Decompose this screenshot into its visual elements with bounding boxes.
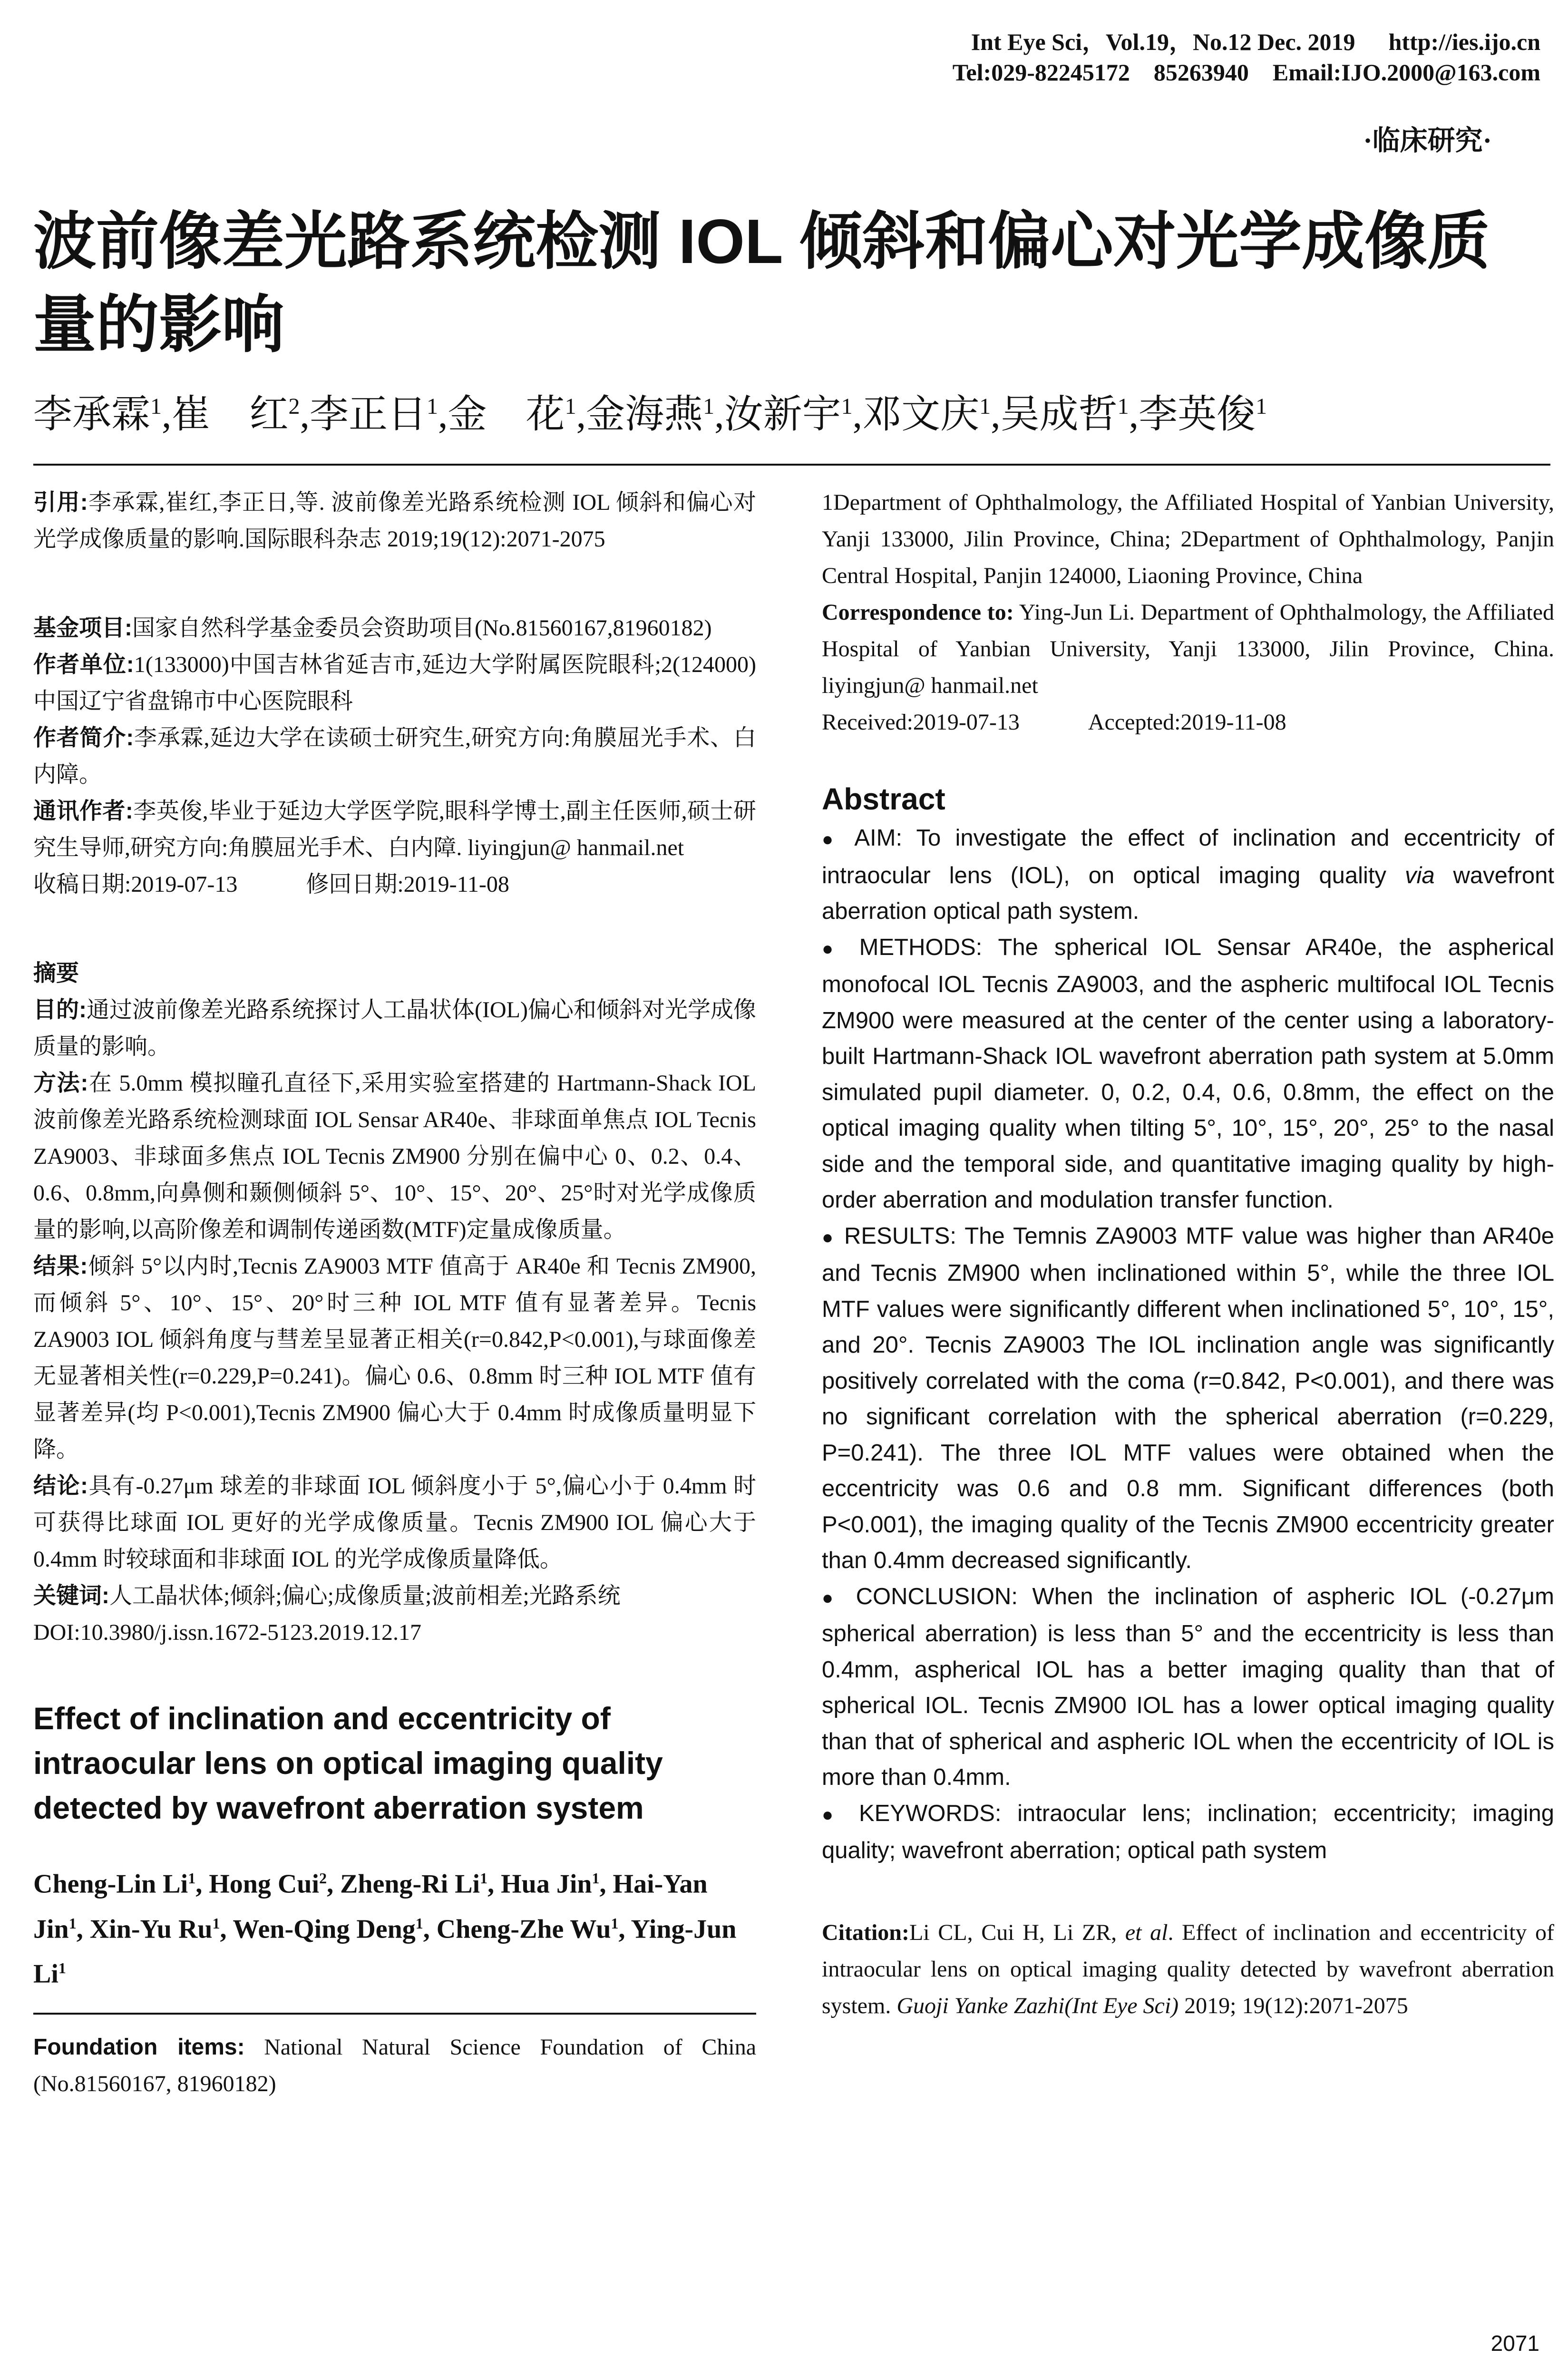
author-aff: 1 [592,1870,600,1887]
cn-fund [33,610,756,646]
en-conclusion-label: CONCLUSION: [856,1583,1018,1609]
left-column [33,484,756,2102]
en-methods-label: METHODS: [859,934,983,960]
cn-received: 2019-07-13 [131,872,238,897]
author-en: Hai-Yan Jin [33,1869,708,1944]
cn-keywords [33,1578,756,1614]
cn-conclusion [33,1468,756,1578]
en-citation-label: Citation: [822,1919,909,1945]
author-aff: 1 [480,1870,488,1887]
author-aff: 1 [611,1914,619,1932]
cn-fund-text: 国家自然科学基金委员会资助项目(No.81560167,81960182) [132,615,712,641]
cn-methods-text: 在 5.0mm 模拟瞳孔直径下,采用实验室搭建的 Hartmann-Shack IOL 波前像差光路系统检测球面 IOL Sensar AR40e、非球面单焦点 IOL Tecnis ZA9003、非球面多焦点 IOL Tecnis ZM900 分别在偏中心 0、0.2、0.4、0.6、0.8mm,向鼻侧和颞侧倾斜 5°、10°、15°、20°、25°时对光学成像质量的影响,以高阶像差和调制传递函数(MTF)定量成像质量。 [33,1071,756,1242]
cn-revised-label: 修回日期: [306,872,404,897]
author-aff: 1 [1256,394,1267,419]
en-aim-via: via [1404,862,1435,888]
authors-en: Cheng-Lin Li$^1$, Hong Cui$^2$, Zheng-Ri Li$^1$, Hua Jin$^1$, Hai-Yan Jin$^1$, Xin-Yu Ru$^1$, Wen-Qing Deng$^1$, Cheng-Zhe Wu$^1$, Ying-Jun Li$^1$ [33,1869,737,1989]
author-cn: 汝新宇 [724,392,841,436]
cn-bio [33,720,756,793]
page-number: 2071 [1490,2331,1539,2356]
journal-info: Int Eye Sci，Vol.19，No.12 Dec. 2019 [971,29,1355,55]
cn-bio-text: 李承霖,延边大学在读硕士研究生,研究方向:角膜屈光手术、白内障。 [33,725,756,787]
author-aff: 1 [841,394,853,419]
en-conclusion: ● CONCLUSION: When the inclination of aspheric IOL (-0.27μm spherical aberration) is less than 5° and the eccentricity is less than 0.4mm, aspherical IOL has a better imaging quality than that of spherical IOL. Tecnis ZM900 IOL has a lower optical imaging quality than that of spherical and aspheric IOL when the eccentricity of IOL is more than 0.4mm. [822,1583,1554,1790]
cn-results-text: 倾斜 5°以内时,Tecnis ZA9003 MTF 值高于 AR40e 和 Tecnis ZM900,而倾斜 5°、10°、15°、20°时三种 IOL MTF 值有显著差异。Tecnis ZA9003 IOL 倾斜角度与彗差呈显著正相关(r=0.842,P<0.001),与球面像差无显著相关性(r=0.229,P=0.241)。偏心 0.6、0.8mm 时三种 IOL MTF 值有显著差异(均 P<0.001),Tecnis ZM900 偏心大于 0.4mm 时成像质量明显下降。 [33,1254,756,1462]
author-aff: 2 [288,394,300,419]
author-aff: 1 [150,394,162,419]
author-aff: 2 [319,1870,327,1887]
en-aim: ● AIM: To investigate the effect of inclination and eccentricity of intraocular lens (IOL), on optical imaging quality via wavefront aberration optical path system. [822,825,1554,924]
en-corr-text: Ying-Jun Li. Department of Ophthalmology, the Affiliated Hospital of Yanbian University, Yanji 133000, Jilin Province, China. liyingjun@ hanmail.net [822,600,1555,698]
cn-citation-label: 引用: [33,490,88,515]
en-foundation-text: National Natural Science Foundation of China (No.81560167, 81960182) [33,2034,756,2096]
cn-citation [33,484,756,557]
author-aff: 1 [979,394,991,419]
author-cn: 李正日 [310,392,427,436]
journal-email: Email:IJO.2000@163.com [1272,59,1540,86]
author-en: Zheng-Ri Li [340,1869,480,1899]
author-cn: 吴成哲 [1000,392,1118,436]
author-en: Hua Jin [501,1869,592,1899]
author-aff: 1 [565,394,576,419]
en-citation-journal: Guoji Yanke Zazhi(Int Eye Sci) [896,1993,1179,2018]
cn-unit-label: 作者单位: [33,652,134,677]
author-en: Ying-Jun Li [33,1914,737,1989]
en-keywords-text: intraocular lens; inclination; eccentricity; imaging quality; wavefront aberration; optical path system [822,1800,1554,1863]
cn-citation-text: 李承霖,崔红,李正日,等. 波前像差光路系统检测 IOL 倾斜和偏心对光学成像质量的影响.国际眼科杂志 2019;19(12):2071-2075 [33,490,756,552]
en-dates [822,704,1554,740]
en-results: ● RESULTS: The Temnis ZA9003 MTF value was higher than AR40e and Tecnis ZM900 when inclinationed within 5°, while the three IOL MTF values were significantly different when inclinationed 5°, 10°, 15°, and 20°. Tecnis ZA9003 The IOL inclination angle was significantly positively correlated with the coma (r=0.842, P<0.001), and there was no significant correlation with the spherical aberration (r=0.229, P=0.241). The three IOL MTF values were obtained when the eccentricity was 0.6 and 0.8 mm. Significant differences (both P<0.001), the imaging quality of the Tecnis ZM900 eccentricity greater than 0.4mm decreased significantly. [822,1223,1554,1573]
article-title-en: Effect of inclination and eccentricity of intraocular lens on optical imaging quality detected by wavefront aberration system [33,1701,663,1825]
en-citation-etal: et al [1125,1919,1168,1945]
title-divider [33,464,1550,466]
author-aff: 1 [58,1959,66,1977]
author-cn: 邓文庆 [862,392,980,436]
en-citation-text-b: . Effect of inclination and eccentricity of intraocular lens on optical imaging quality detected by wavefront aberration system. [822,1919,1555,2018]
cn-results [33,1248,756,1468]
cn-fund-label: 基金项目: [33,615,132,641]
header-line-2 [953,57,1540,88]
author-aff: 1 [415,1914,423,1932]
en-results-label: RESULTS: [844,1223,956,1249]
cn-conclusion-text: 具有-0.27μm 球差的非球面 IOL 倾斜度小于 5°,偏心小于 0.4mm 时可获得比球面 IOL 更好的光学成像质量。Tecnis ZM900 IOL 偏心大于 0.4mm 时较球面和非球面 IOL 的光学成像质量降低。 [33,1473,756,1572]
en-conclusion-text: When the inclination of aspheric IOL (-0.27μm spherical aberration) is less than 5° and the eccentricity is less than 0.4mm, aspherical IOL has a better imaging quality than that of spherical IOL. Tecnis ZM900 IOL has a lower optical imaging quality than that of spherical and aspheric IOL when the eccentricity of IOL is more than 0.4mm. [822,1583,1554,1790]
author-cn: 李承霖 [33,392,151,436]
en-foundation [33,2029,756,2102]
cn-unit [33,646,756,720]
cn-aim-text: 通过波前像差光路系统探讨人工晶状体(IOL)偏心和倾斜对光学成像质量的影响。 [33,997,756,1059]
author-aff: 1 [212,1914,220,1932]
cn-results-label: 结果: [33,1254,88,1279]
author-en: Cheng-Lin Li [33,1869,188,1899]
cn-aim-label: 目的: [33,997,87,1023]
cn-dates [33,866,756,903]
en-keywords: ● KEYWORDS: intraocular lens; inclination; eccentricity; imaging quality; wavefront aberration; optical path system [822,1800,1554,1863]
en-methods-text: The spherical IOL Sensar AR40e, the aspherical monofocal IOL Tecnis ZA9003, and the aspheric multifocal IOL Tecnis ZM900 were measured at the center of the center using a laboratory-built Hartmann-Shack IOL wavefront aberration path system at 5.0mm simulated pupil diameter. 0, 0.2, 0.4, 0.6, 0.8mm, the effect on the optical imaging quality when tilting 5°, 10°, 15°, 20°, 25° to the nasal side and the temporal side, and quantitative imaging quality by high-order aberration and modulation transfer function. [822,934,1554,1213]
author-cn: 崔 红 [171,392,289,436]
author-aff: 1 [1117,394,1129,419]
author-cn: 金海燕 [586,392,703,436]
en-aim-text-b: wavefront aberration optical path system. [822,862,1554,924]
cn-bio-label: 作者简介: [33,725,134,750]
header-line-1 [953,27,1540,57]
authors-divider [33,2013,756,2015]
cn-keywords-text: 人工晶状体;倾斜;偏心;成像质量;波前相差;光路系统 [109,1583,621,1608]
en-affiliations: 1Department of Ophthalmology, the Affiliated Hospital of Yanbian University, Yanji 133000, Jilin Province, China; 2Department of Ophthalmology, Panjin Central Hospital, Panjin 124000, Liaoning Province, China [822,490,1554,588]
en-received: Received:2019-07-13 [822,710,1020,735]
en-corr-label: Correspondence to: [822,600,1014,625]
author-en: Xin-Yu Ru [89,1914,213,1944]
en-abstract-heading: Abstract [822,782,945,816]
en-accepted: Accepted:2019-11-08 [1088,710,1286,735]
cn-methods-label: 方法: [33,1071,88,1096]
section-label: ·临床研究· [1363,125,1492,156]
cn-corr-text: 李英俊,毕业于延边大学医学院,眼科学博士,副主任医师,硕士研究生导师,研究方向:角膜屈光手术、白内障. liyingjun@ hanmail.net [33,799,756,860]
author-aff: 1 [68,1914,77,1932]
cn-correspondence [33,793,756,866]
author-en: Hong Cui [209,1869,320,1899]
author-aff: 1 [427,394,438,419]
author-aff: 1 [188,1870,196,1887]
right-column [822,484,1554,2024]
author-aff: 1 [703,394,715,419]
en-citation [822,1914,1554,2024]
author-cn: 李英俊 [1139,392,1256,436]
en-results-text: The Temnis ZA9003 MTF value was higher than AR40e and Tecnis ZM900 when inclinationed within 5°, while the three IOL MTF values were significantly different when inclinationed 5°, 10°, 15°, and 20°. Tecnis ZA9003 The IOL inclination angle was significantly positively correlated with the coma (r=0.842, P<0.001), and there was no significant correlation with the spherical aberration (r=0.229, P=0.241). The three IOL MTF values were obtained when the eccentricity was 0.6 and 0.8 mm. Significant differences (both P<0.001), the imaging quality of the Tecnis ZM900 eccentricity greater than 0.4mm decreased significantly. [822,1223,1554,1573]
author-cn: 金 花 [448,392,565,436]
author-en: Wen-Qing Deng [233,1914,416,1944]
en-aim-text: To investigate the effect of inclination and eccentricity of intraocular lens (IOL), on optical imaging quality [822,825,1554,888]
cn-revised: 2019-11-08 [403,872,509,897]
article-title-cn: 波前像差光路系统检测 IOL 倾斜和偏心对光学成像质量的影响 [33,206,1490,360]
en-keywords-label: KEYWORDS: [858,1800,1002,1826]
en-citation-text-c: 2019; 19(12):2071-2075 [1184,1993,1408,2018]
en-aim-label: AIM: [854,825,903,851]
cn-methods [33,1065,756,1248]
cn-corr-label: 通讯作者: [33,799,133,824]
author-en: Cheng-Zhe Wu [436,1914,611,1944]
cn-abstract-heading: 摘要 [33,961,79,986]
journal-tel: Tel:029-82245172 85263940 [952,59,1249,86]
en-methods: ● METHODS: The spherical IOL Sensar AR40e, the aspherical monofocal IOL Tecnis ZA9003, and the aspheric multifocal IOL Tecnis ZM900 were measured at the center of the center using a laboratory-built Hartmann-Shack IOL wavefront aberration path system at 5.0mm simulated pupil diameter. 0, 0.2, 0.4, 0.6, 0.8mm, the effect on the optical imaging quality when tilting 5°, 10°, 15°, 20°, 25° to the nasal side and the temporal side, and quantitative imaging quality by high-order aberration and modulation transfer function. [822,934,1554,1213]
journal-url[interactable]: http://ies.ijo.cn [1388,29,1540,55]
cn-doi[interactable]: DOI:10.3980/j.issn.1672-5123.2019.12.17 [33,1620,421,1645]
cn-received-label: 收稿日期: [33,872,131,897]
cn-unit-text: 1(133000)中国吉林省延吉市,延边大学附属医院眼科;2(124000)中国辽宁省盘锦市中心医院眼科 [33,652,756,714]
cn-aim [33,992,756,1065]
cn-conclusion-label: 结论: [33,1473,88,1499]
en-foundation-label: Foundation items: [33,2034,245,2060]
running-header [953,27,1540,88]
en-correspondence [822,594,1554,704]
authors-cn: 李承霖$^1$,崔 红$^2$,李正日$^1$,金 花$^1$,金海燕$^1$,汝新宇$^1$,邓文庆$^1$,吴成哲$^1$,李英俊$^1$ [33,392,1267,436]
en-citation-text: Li CL, Cui H, Li ZR, [909,1919,1117,1945]
cn-keywords-label: 关键词: [33,1583,109,1608]
